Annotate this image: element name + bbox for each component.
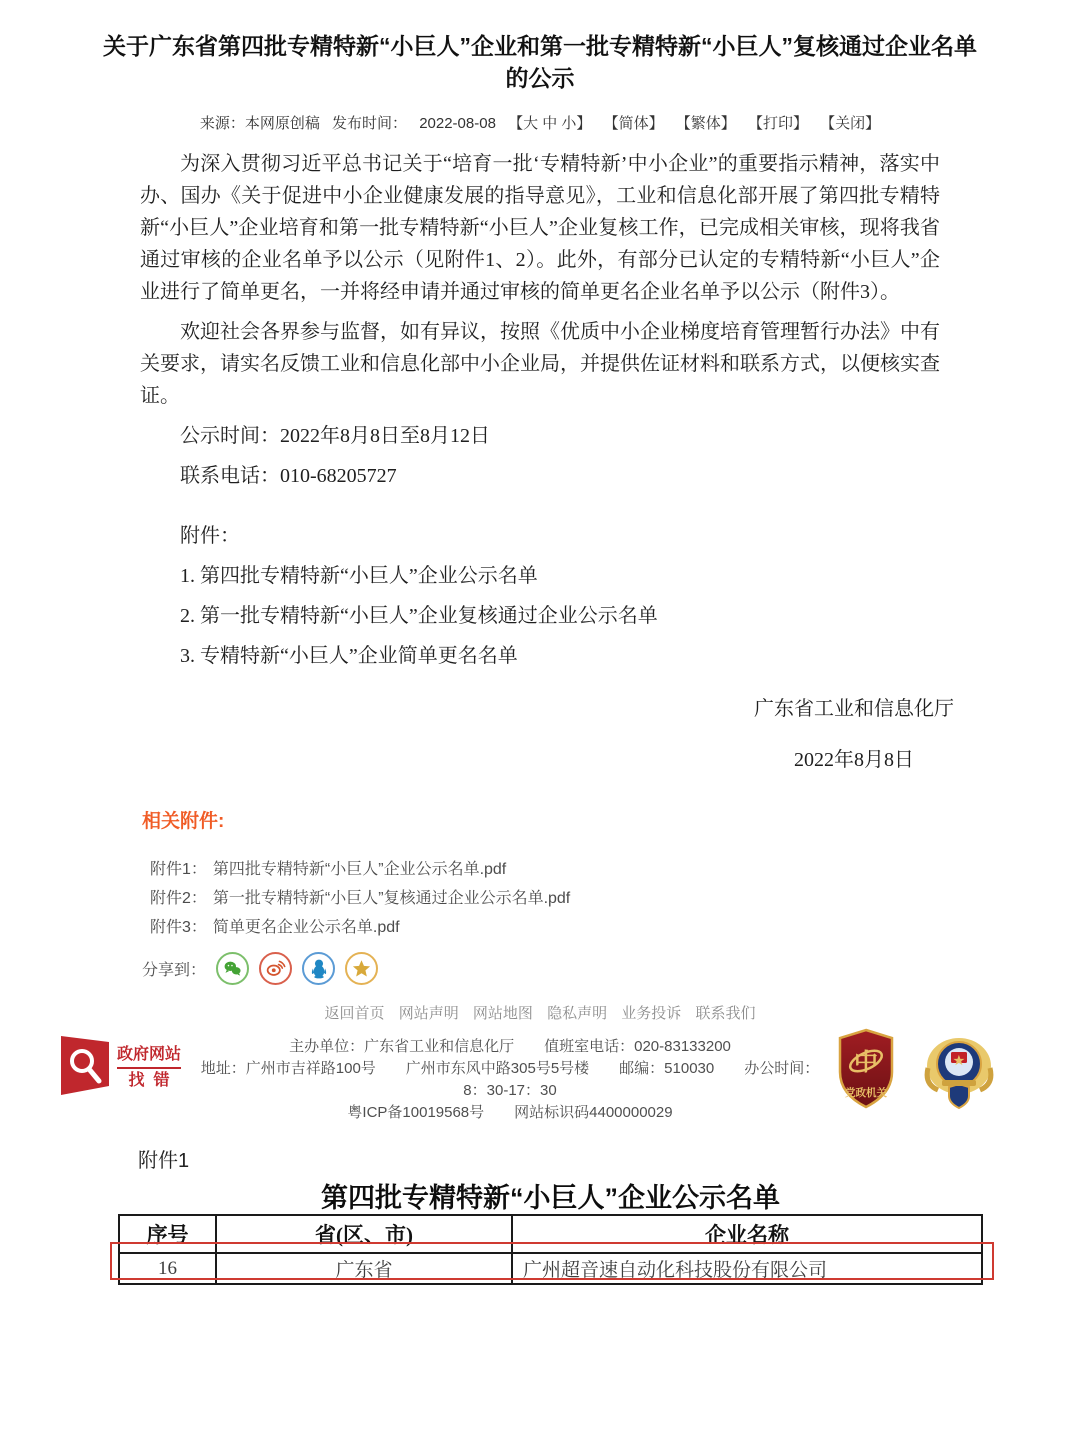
footer-info (200, 1036, 820, 1124)
share-bar (142, 952, 570, 985)
traditional-chinese-control[interactable]: 【繁体】 (675, 115, 736, 132)
nav-contact-link[interactable]: 联系我们 (695, 1005, 756, 1022)
cell-province: 广东省 (216, 1253, 512, 1284)
related-file-link-1[interactable] (142, 855, 570, 884)
column-header-province: 省(区、市) (216, 1215, 512, 1253)
nav-sitemap-link[interactable]: 网站地图 (472, 1005, 533, 1022)
file-name[interactable]: 第一批专精特新“小巨人”复核通过企业公示名单.pdf (212, 890, 571, 907)
column-header-no: 序号 (119, 1215, 216, 1253)
related-file-link-2[interactable] (142, 884, 570, 913)
signature-date: 2022年8月8日 (794, 749, 914, 771)
simplified-chinese-control[interactable]: 【简体】 (603, 115, 664, 132)
attachment-item-1: 1. 第四批专精特新“小巨人”企业公示名单 (180, 565, 538, 587)
close-control[interactable]: 【关闭】 (820, 115, 881, 132)
related-attachments-section (142, 806, 570, 985)
magnifier-flag-icon (60, 1034, 110, 1101)
weibo-share-icon[interactable] (259, 952, 292, 985)
attachment-table-title: 第四批专精特新“小巨人”企业公示名单 (321, 1183, 780, 1213)
wechat-share-icon[interactable] (216, 952, 249, 985)
divider (117, 1067, 181, 1069)
file-name[interactable]: 第四批专精特新“小巨人”企业公示名单.pdf (212, 861, 507, 878)
article-body (140, 148, 940, 676)
qq-share-icon[interactable] (302, 952, 335, 985)
find-error-badge[interactable] (60, 1034, 181, 1101)
article-meta-bar (0, 112, 1080, 133)
nav-site-statement-link[interactable]: 网站声明 (398, 1005, 459, 1022)
company-list-table (118, 1214, 983, 1285)
find-error-badge-text (117, 1046, 181, 1090)
attachments-heading: 附件： (180, 525, 240, 547)
footer-icp-line: 粤ICP备10019568号 网站标识码4400000029 (347, 1104, 673, 1121)
column-header-company: 企业名称 (512, 1215, 982, 1253)
file-label: 附件3： (150, 919, 207, 936)
body-paragraph-1: 为深入贯彻习近平总书记关于“培育一批‘专精特新’中小企业”的重要指示精神，落实中办、国办《关于促进中小企业健康发展的指导意见》，工业和信息化部开展了第四批专精特新“小巨人”企业培育和第一批专精特新“小巨人”企业复核工作，已完成相关审核，现将我省通过审核的企业名单予以公示（见附件1、2）。此外，有部分已认定的专精特新“小巨人”企业进行了简单更名，一并将经申请并通过审核的简单更名企业名单予以公示（附件3）。 (140, 153, 940, 303)
cell-no: 16 (119, 1253, 216, 1284)
print-control[interactable]: 【打印】 (747, 115, 808, 132)
nav-home-link[interactable]: 返回首页 (324, 1005, 385, 1022)
related-file-link-3[interactable] (142, 913, 570, 942)
file-name[interactable]: 简单更名企业公示名单.pdf (212, 919, 400, 936)
qzone-star-share-icon[interactable] (345, 952, 378, 985)
notice-period: 公示时间：2022年8月8日至8月12日 (180, 425, 490, 447)
attachment1-section-label: 附件1 (138, 1150, 190, 1172)
table-header-row (119, 1215, 982, 1253)
page-title: 关于广东省第四批专精特新“小巨人”企业和第一批专精特新“小巨人”复核通过企业名单的公示 (103, 33, 977, 91)
footer-nav (0, 1002, 1080, 1023)
share-label: 分享到： (142, 962, 207, 979)
svg-text:党政机关: 党政机关 (845, 1087, 887, 1099)
footer-host-line: 主办单位：广东省工业和信息化厅 值班室电话：020-83133200 (289, 1038, 731, 1055)
contact-phone: 联系电话：010-68205727 (180, 465, 397, 487)
party-gov-badge-icon[interactable] (836, 1028, 896, 1115)
nav-privacy-link[interactable]: 隐私声明 (547, 1005, 608, 1022)
body-paragraph-2: 欢迎社会各界参与监督，如有异议，按照《优质中小企业梯度培育管理暂行办法》中有关要求，请实名反馈工业和信息化部中小企业局，并提供佐证材料和联系方式，以便核实查证。 (140, 321, 940, 407)
nav-complaint-link[interactable]: 业务投诉 (621, 1005, 682, 1022)
find-error-line1: 政府网站 (117, 1045, 182, 1063)
source-label: 来源：本网原创稿 (199, 115, 320, 132)
svg-text:中: 中 (854, 1049, 878, 1076)
attachment-item-2: 2. 第一批专精特新“小巨人”企业复核通过企业公示名单 (180, 605, 658, 627)
file-label: 附件2： (150, 890, 207, 907)
footer-address-line: 地址：广州市吉祥路100号 广州市东风中路305号5号楼 邮编：510030 办公时间：8：30-17：30 (200, 1060, 820, 1099)
signature-block (754, 692, 954, 772)
font-size-control[interactable]: 【大 中 小】 (508, 115, 592, 132)
publish-time-label: 发布时间： (332, 115, 408, 132)
find-error-line2: 找错 (128, 1071, 179, 1089)
police-badge-icon[interactable] (922, 1026, 996, 1117)
signature-org: 广东省工业和信息化厅 (754, 698, 954, 720)
file-label: 附件1： (150, 861, 207, 878)
cell-company: 广州超音速自动化科技股份有限公司 (512, 1253, 982, 1284)
publish-date: 2022-08-08 (419, 115, 496, 132)
related-attachments-heading: 相关附件: (142, 811, 225, 832)
table-row (119, 1253, 982, 1284)
attachment-item-3: 3. 专精特新“小巨人”企业简单更名名单 (180, 645, 518, 667)
